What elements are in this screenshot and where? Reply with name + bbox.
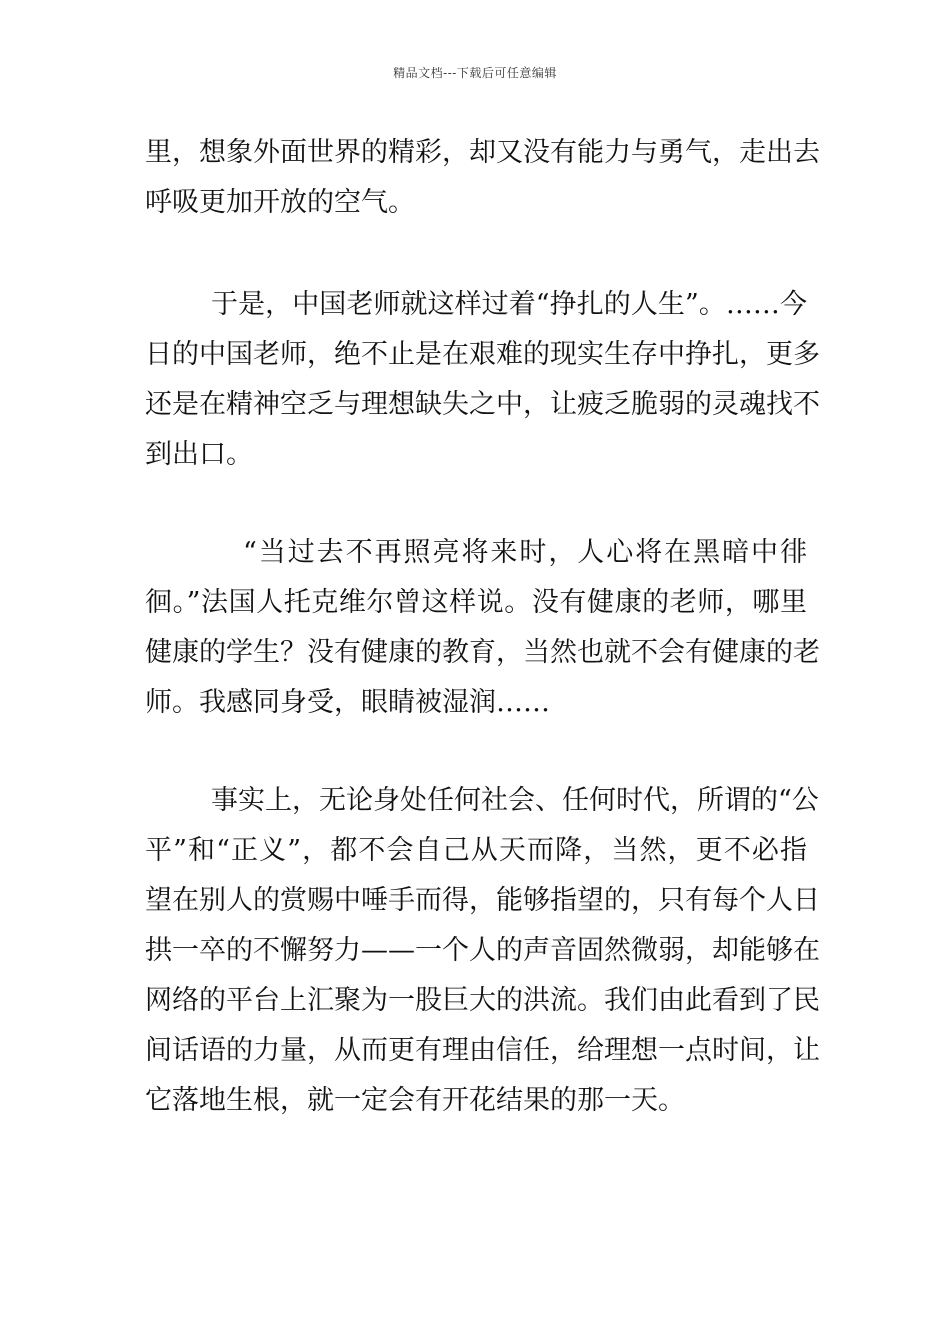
paragraph-2-line-2: 日的中国老师，绝不止是在艰难的现实生存中挣扎，更多 [145,339,820,370]
paragraph-4-line-2: 平”和“正义”，都不会自己从天而降，当然，更不必指 [145,835,807,866]
paragraph-4-line-4: 拱一卒的不懈努力——一个人的声音固然微弱，却能够在 [145,935,820,966]
paragraph-4-line-7: 它落地生根，就一定会有开花结果的那一天。 [145,1085,685,1116]
paragraph-2-line-3: 还是在精神空乏与理想缺失之中，让疲乏脆弱的灵魂找不 [145,389,820,420]
paragraph-3-line-1: “当过去不再照亮将来时，人心将在黑暗中徘 [243,537,807,568]
paragraph-1-line-1: 里，想象外面世界的精彩，却又没有能力与勇气，走出去 [145,137,820,168]
paragraph-2-line-1: 于是，中国老师就这样过着“挣扎的人生”。……今 [211,289,807,320]
paragraph-3-line-3: 健康的学生？没有健康的教育，当然也就不会有健康的老 [145,637,820,668]
paragraph-3-line-2: 徊。”法国人托克维尔曾这样说。没有健康的老师，哪里 [145,587,807,618]
paragraph-2-line-4: 到出口。 [145,439,253,470]
paragraph-1-line-2: 呼吸更加开放的空气。 [145,187,415,218]
paragraph-4-line-1: 事实上，无论身处任何社会、任何时代，所谓的“公 [211,785,819,816]
page-header: 精品文档---下载后可任意编辑 [393,66,557,80]
paragraph-4-line-6: 间话语的力量，从而更有理由信任，给理想一点时间，让 [145,1035,820,1066]
paragraph-4-line-3: 望在别人的赏赐中唾手而得，能够指望的，只有每个人日 [145,885,820,916]
paragraph-3-line-4: 师。我感同身受，眼睛被湿润…… [145,687,550,718]
paragraph-4-line-5: 网络的平台上汇聚为一股巨大的洪流。我们由此看到了民 [145,985,820,1016]
